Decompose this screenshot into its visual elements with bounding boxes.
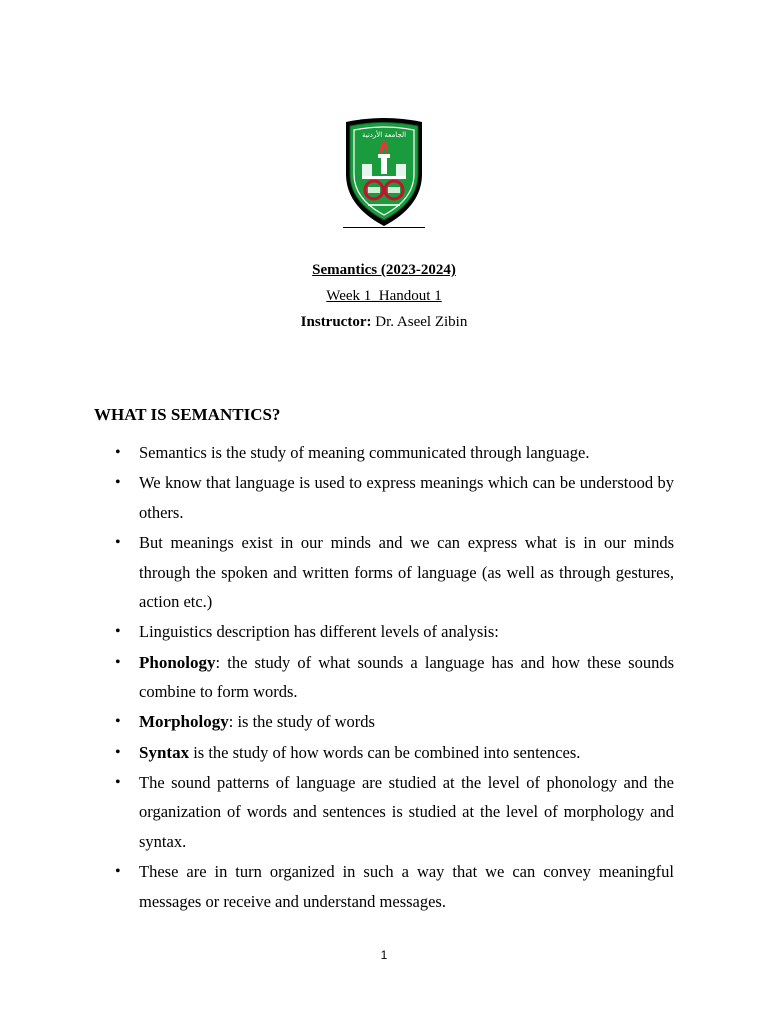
term-phonology: Phonology bbox=[139, 652, 216, 672]
document-header bbox=[0, 260, 768, 332]
list-item-text: Semantics is the study of meaning communicated through language. bbox=[139, 443, 590, 462]
list-item-text: : is the study of words bbox=[228, 712, 375, 732]
list-item-text: Linguistics description has different levels of analysis: bbox=[139, 622, 499, 642]
list-item-text: We know that language is used to express meanings which can be understood by others. bbox=[139, 473, 674, 522]
list-item bbox=[94, 707, 674, 737]
course-title: Semantics (2023-2024) bbox=[312, 262, 456, 278]
term-morphology: Morphology bbox=[139, 712, 229, 732]
list-item bbox=[94, 857, 674, 916]
term-syntax: Syntax bbox=[139, 742, 190, 762]
instructor-label: Instructor: bbox=[300, 314, 372, 330]
list-item-text: : the study of what sounds a language has and how these sounds combine to form words. bbox=[139, 652, 674, 702]
list-item bbox=[94, 648, 674, 707]
list-item bbox=[94, 468, 674, 527]
list-item bbox=[94, 438, 674, 468]
list-item bbox=[94, 768, 674, 857]
instructor-line bbox=[0, 312, 768, 332]
bullet-list bbox=[94, 438, 674, 917]
list-item-text: The sound patterns of language are studied at the level of phonology and the organization of words and sentences is studied at the level of morphology and syntax. bbox=[139, 772, 674, 851]
list-item bbox=[94, 617, 674, 647]
page-number: 1 bbox=[380, 948, 388, 962]
list-item bbox=[94, 528, 674, 617]
logo-underline bbox=[343, 227, 425, 228]
instructor-name: Dr. Aseel Zibin bbox=[375, 314, 468, 330]
section-heading: WHAT IS SEMANTICS? bbox=[94, 405, 281, 424]
list-item-text: But meanings exist in our minds and we can express what is in our minds through the spoken and written forms of language (as well as through gestures, action etc.) bbox=[139, 532, 674, 612]
university-crest-icon bbox=[338, 116, 430, 230]
list-item bbox=[94, 738, 674, 768]
list-item-text: is the study of how words can be combined into sentences. bbox=[189, 742, 581, 762]
crest-arabic-text: الجامعة الأردنية bbox=[361, 131, 407, 139]
handout-label: Week 1_Handout 1 bbox=[326, 288, 442, 304]
list-item-text: These are in turn organized in such a way that we can convey meaningful messages or receive and understand messages. bbox=[139, 862, 674, 911]
